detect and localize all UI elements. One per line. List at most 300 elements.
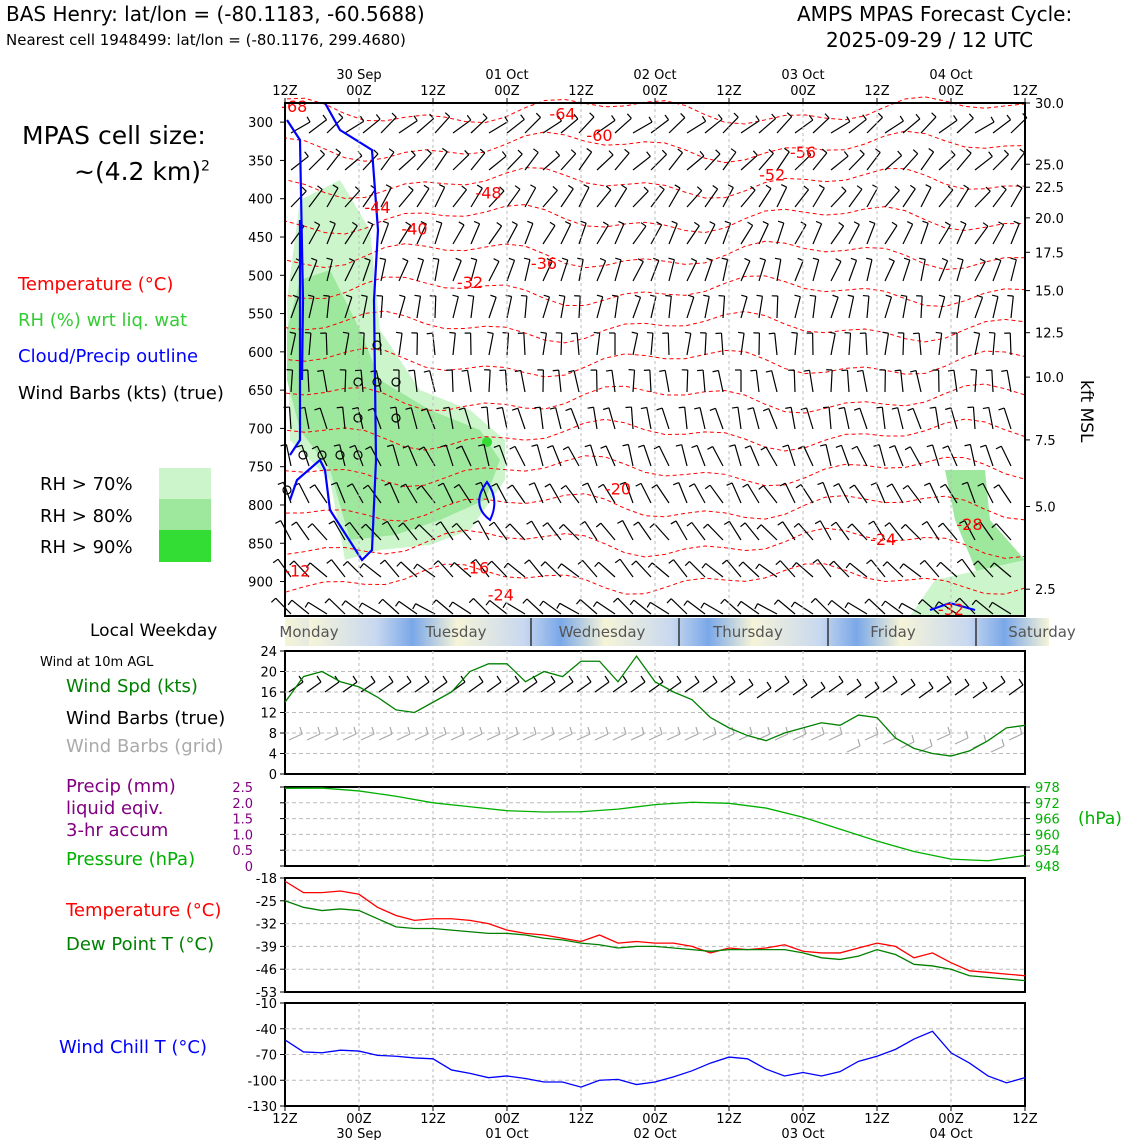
wind-barb-feather	[707, 447, 712, 450]
wind-barb	[732, 483, 741, 503]
time-tick-label-top: 12Z	[1012, 84, 1038, 99]
wind-barb-feather	[396, 601, 399, 606]
windchill-panel-ytick-label: -10	[255, 997, 277, 1012]
wind-barb	[543, 226, 555, 244]
wind-barb-feather	[468, 295, 474, 296]
wind-barb-feather	[692, 445, 698, 447]
wind-barb-feather	[846, 563, 850, 568]
wind-barb	[651, 333, 653, 355]
wind-barb-feather	[791, 332, 797, 333]
wind-barb-feather	[882, 601, 886, 606]
wind-barb	[957, 260, 963, 281]
wind-barb	[743, 562, 759, 577]
wind-barb-feather	[638, 445, 644, 447]
wind-barb	[687, 601, 705, 614]
wind-barb	[795, 602, 813, 614]
wind-barb-feather	[887, 484, 892, 487]
wind-barb-feather	[886, 295, 892, 297]
pressure-tick-label: 948	[1035, 860, 1060, 875]
wind-barb-feather	[848, 524, 852, 528]
wind10m-barb	[415, 682, 429, 692]
wind-barb	[435, 117, 450, 133]
temperature-label: -20	[604, 479, 632, 499]
wind-barb	[795, 120, 813, 133]
wind-barb	[471, 153, 485, 170]
wind-barb	[1011, 224, 1019, 244]
wind10m-barb	[937, 682, 951, 692]
wind-barb-feather	[883, 562, 887, 566]
wind-barb-feather	[587, 149, 592, 152]
wind-barb	[381, 223, 389, 244]
wind-barb-feather	[798, 258, 804, 260]
wind-barb	[543, 297, 549, 318]
wind-barb	[561, 224, 571, 244]
wind-barb-feather	[691, 259, 696, 262]
wind-barb	[657, 485, 669, 503]
wind-barb	[989, 407, 993, 429]
wind-barb-feather	[945, 222, 950, 225]
wind-barb-feather	[665, 115, 669, 120]
wind-barb-feather	[842, 187, 846, 191]
wind-barb-feather	[734, 113, 738, 117]
wind-barb	[687, 370, 688, 392]
wind-barb	[489, 297, 496, 318]
wind-barb-feather	[948, 370, 954, 371]
time-tick-label-top: 12Z	[420, 84, 446, 99]
wind-barb	[609, 408, 615, 429]
wind-barb	[525, 260, 530, 281]
wind-barb	[829, 407, 831, 429]
wind10m-barb	[559, 682, 573, 692]
wind10m-barb-feather	[947, 676, 951, 682]
wind-barb	[849, 154, 864, 170]
wind-barb-feather	[924, 483, 929, 486]
wind-barb	[473, 598, 489, 614]
wind-barb	[507, 119, 524, 133]
wind10m-barb-feather	[605, 676, 609, 682]
wind-barb-feather	[839, 407, 845, 408]
wind-barb-feather	[310, 485, 315, 488]
pressure-tick-label: 800	[248, 498, 273, 514]
wind-barb	[399, 333, 402, 355]
wind-barb-feather	[606, 186, 611, 190]
wind-barb-feather	[512, 408, 518, 410]
wind-barb-feather	[590, 113, 594, 117]
temperature-label: -32	[937, 599, 965, 619]
wind-barb-feather	[991, 117, 994, 122]
wind-barb-feather	[376, 114, 380, 119]
wind-barb	[939, 155, 955, 170]
wind-barb	[634, 600, 651, 614]
wind-barb-feather	[550, 408, 556, 409]
wind-barb-feather	[278, 482, 284, 484]
wind-barb-feather	[402, 258, 407, 260]
wind-barb-feather	[989, 152, 993, 157]
wind-barb	[970, 444, 975, 466]
wind-barb	[452, 370, 453, 392]
wind-barb-feather	[632, 561, 636, 565]
wind10m-grid-barb	[397, 734, 410, 740]
time-tick-label-bottom: 00Z	[642, 1112, 668, 1127]
wind-barb-feather	[305, 333, 311, 334]
wind-barb-feather	[863, 296, 869, 297]
wind-barb-feather	[705, 485, 710, 489]
wind-barb	[892, 484, 903, 503]
wind-barb-feather	[644, 187, 648, 191]
wind-barb-feather	[761, 447, 766, 450]
wind-barb-feather	[989, 333, 995, 334]
wind-barb	[823, 482, 831, 503]
wind-barb-feather	[390, 407, 396, 408]
wind-barb	[556, 408, 561, 429]
wind-barb	[345, 121, 364, 133]
wind-barb-feather	[901, 524, 905, 528]
wind-barb-feather	[656, 408, 662, 410]
wind-barb-feather	[848, 295, 854, 296]
wind-barb-feather	[922, 221, 928, 223]
wind-barb-feather	[818, 482, 824, 484]
wind-barb	[436, 600, 453, 614]
wind-barb-feather	[669, 258, 675, 259]
wind-barb-feather	[980, 445, 986, 447]
wind-barb-feather	[694, 408, 700, 409]
wind-barb-feather	[813, 258, 819, 260]
wind-barb	[860, 408, 867, 429]
wind-barb-feather	[414, 564, 418, 569]
weekday-label: Thursday	[713, 623, 783, 641]
pressure-tick-label: 500	[248, 269, 273, 285]
wind-barb-feather	[755, 604, 758, 609]
wind-barb	[597, 602, 615, 614]
forecast-cycle-date: 2025-09-29 / 12 UTC	[826, 28, 1034, 52]
wind-barb-feather	[561, 485, 566, 489]
wind-barb	[430, 371, 435, 392]
wind-barb	[882, 407, 885, 429]
wind-barb	[723, 117, 738, 133]
wind-barb	[759, 564, 777, 577]
wind-barb-feather	[722, 560, 727, 564]
wind10m-barb	[847, 685, 861, 695]
wind-barb	[951, 408, 957, 429]
wind-barb	[416, 604, 435, 614]
wind-barb-feather	[875, 149, 880, 153]
wind-barb	[943, 523, 957, 540]
wind-barb-feather	[939, 295, 945, 297]
wind-barb	[471, 224, 480, 244]
wind-barb-feather	[822, 149, 827, 153]
wind-barb-feather	[379, 599, 383, 603]
wind-barb	[525, 296, 527, 318]
wind-barb	[381, 152, 394, 170]
wind-barb	[993, 189, 1006, 207]
wind-barb	[652, 563, 669, 577]
wind-barb	[957, 153, 971, 170]
pressure-tick-label: 450	[248, 230, 273, 246]
wind-barb-feather	[598, 484, 603, 487]
wind-barb-feather	[647, 602, 650, 607]
wind10m-barb-feather	[371, 676, 375, 682]
wind-barb	[758, 604, 777, 614]
wind-barb	[939, 333, 942, 355]
wind-barb-feather	[936, 332, 942, 333]
wind-barb	[841, 445, 849, 466]
wind-barb-feather	[732, 407, 738, 408]
wind-barb	[705, 296, 709, 318]
pressure-tick-label: 300	[248, 116, 273, 132]
wind-barb-feather	[964, 185, 969, 188]
wind-barb-feather	[716, 150, 720, 154]
wind-barb-feather	[851, 258, 857, 260]
wind-barb-feather	[481, 407, 487, 408]
wind10m-grid-barb-feather	[966, 731, 968, 738]
wind-barb-feather	[951, 151, 955, 155]
wind-barb-feather	[738, 601, 741, 606]
wind10m-grid-barb	[361, 734, 374, 740]
wind-barb	[633, 122, 652, 133]
wind-barb	[849, 189, 862, 207]
wind-barb-feather	[903, 485, 908, 489]
wind-barb	[832, 600, 849, 614]
wind-barb-feather	[497, 407, 503, 408]
wind-barb	[999, 485, 1011, 503]
weekday-label: Wednesday	[558, 623, 646, 641]
wind-barb-feather	[678, 149, 683, 153]
wind-barb-feather	[618, 221, 623, 223]
precip-tick-label: 1.5	[232, 812, 253, 828]
wind-barb	[738, 407, 741, 429]
wind-barb-feather	[471, 258, 477, 260]
wind-barb-feather	[756, 116, 759, 121]
wind-barb-feather	[748, 222, 753, 225]
temp-panel-ytick-label: -18	[255, 872, 277, 887]
wind-barb	[783, 522, 795, 540]
wind-barb	[775, 333, 777, 355]
wind-barb	[497, 484, 507, 503]
wind-barb-feather	[679, 407, 685, 408]
wind-barb	[777, 296, 778, 318]
wind-barb	[489, 122, 508, 133]
date-label-top: 04 Oct	[929, 68, 973, 83]
wind-barb-feather	[578, 560, 583, 564]
wind-barb-feather	[609, 151, 613, 155]
wind-barb	[753, 408, 759, 429]
wind-barb-feather	[876, 407, 882, 408]
wind-barb-feather	[659, 186, 664, 190]
wind-barb-feather	[433, 258, 439, 259]
wind-barb	[453, 225, 464, 244]
windchill-panel-ytick-label: -130	[247, 1100, 277, 1115]
wind-barb-feather	[744, 258, 749, 260]
time-tick-label-top: 12Z	[716, 84, 742, 99]
wind-barb	[939, 120, 957, 133]
wind-barb-feather	[558, 564, 562, 569]
wind10m-barb-feather	[767, 682, 771, 688]
wind10m-grid-barb-feather	[912, 735, 914, 742]
wind-barb-feather	[386, 185, 391, 188]
wind-barb	[507, 260, 515, 281]
wind-barb-feather	[763, 222, 768, 225]
wind10m-barb	[487, 682, 501, 692]
temperature-label: -40	[401, 219, 428, 239]
legend-temperature: Temperature (°C)	[18, 274, 174, 295]
wind-barb-feather	[275, 521, 280, 524]
wind-barb-feather	[336, 149, 341, 153]
wind-barb	[650, 602, 669, 614]
time-tick-label-bottom: 00Z	[938, 1112, 964, 1127]
wind-barb	[327, 153, 341, 170]
wind10m-barb	[433, 682, 447, 692]
wind-barb-feather	[676, 445, 682, 446]
kft-tick-label: 25.0	[1035, 158, 1064, 174]
date-label-top: 03 Oct	[781, 68, 825, 83]
wind-barb	[831, 226, 844, 244]
wind-barb	[795, 190, 809, 207]
wind-barb-feather	[910, 371, 916, 372]
wind10m-barb-feather	[713, 676, 717, 682]
wind-barb	[799, 523, 813, 540]
wind10m-barb	[613, 682, 627, 692]
wind-barb-feather	[828, 600, 832, 605]
wind-barb	[759, 189, 771, 207]
wind10m-barb-feather	[623, 676, 627, 682]
wind-barb	[849, 296, 854, 318]
wind-barb-feather	[996, 446, 1001, 449]
wind-barb-feather	[766, 371, 772, 372]
wind-barb	[748, 484, 759, 503]
wind10m-barb	[991, 682, 1005, 692]
wind-barb	[885, 601, 903, 614]
wind-barb	[741, 297, 747, 318]
wind-barb-feather	[938, 523, 943, 527]
precip-tick-label: 0	[244, 860, 253, 875]
wind-barb-feather	[317, 186, 322, 190]
wind-barb-feather	[787, 113, 791, 117]
wind-barb	[521, 370, 525, 392]
legend-rh80: RH > 80%	[40, 506, 133, 527]
wind-barb	[673, 560, 687, 577]
rh90-spot	[482, 437, 492, 447]
wind-barb-feather	[453, 295, 459, 296]
wind-barb-feather	[459, 222, 464, 225]
time-tick-label-top: 00Z	[494, 84, 520, 99]
wind-barb	[489, 226, 502, 244]
wind10m-grid-barb	[595, 734, 608, 740]
wind-barb	[756, 370, 759, 392]
wind-barb	[363, 154, 378, 170]
wind10m-grid-barb-feather	[660, 727, 662, 734]
wind-barb-feather	[648, 563, 652, 568]
wind-barb-feather	[706, 258, 712, 260]
wind-barb	[502, 407, 507, 429]
wind-barb-feather	[647, 152, 651, 157]
wind-barb	[668, 333, 669, 355]
wind10m-grid-barb	[703, 734, 716, 740]
wind-barb-feather	[329, 521, 334, 524]
wind-barb	[795, 261, 803, 281]
wind-barb	[669, 224, 677, 244]
wind-barb-feather	[494, 259, 499, 262]
wind-barb	[957, 296, 960, 318]
wind-barb	[831, 191, 846, 207]
temp-panel-ytick-label: -39	[255, 940, 277, 956]
wind-barb-feather	[778, 221, 784, 223]
wind-barb	[671, 599, 687, 614]
wind-barb	[975, 370, 977, 392]
wind-barb	[679, 483, 687, 503]
wind-barb	[831, 333, 835, 355]
wind10m-grid-barb	[937, 734, 950, 740]
wind-barb-feather	[483, 114, 487, 118]
wind10m-grid-barb	[847, 746, 860, 752]
wind-barb	[478, 521, 489, 540]
wind-barb-feather	[892, 222, 897, 225]
wind-barb-feather	[617, 521, 622, 524]
wind-barb	[885, 261, 894, 281]
wind-barb	[903, 260, 910, 281]
wind-barb	[887, 562, 903, 577]
wind-barb-feather	[932, 113, 936, 117]
wind-barb-feather	[641, 223, 646, 227]
wind-barb	[597, 225, 608, 244]
wind-barb-feather	[940, 484, 945, 487]
wind-barb	[381, 117, 396, 133]
wind-barb-feather	[474, 221, 480, 223]
wind-barb-feather	[791, 602, 794, 607]
wind10m-barb-feather	[731, 676, 735, 682]
pressure-tick-label: 400	[248, 192, 273, 208]
wind-barb-feather	[323, 115, 327, 120]
wind-barb	[347, 561, 363, 577]
wind10m-grid-barb	[865, 734, 878, 740]
time-tick-label-top: 12Z	[568, 84, 594, 99]
legend-rh90: RH > 90%	[40, 537, 133, 558]
wind-panel-ytick-label: 16	[260, 686, 277, 701]
wind-barb	[867, 296, 869, 318]
wind10m-barb-feather	[497, 676, 501, 682]
wind-barb-feather	[829, 561, 833, 565]
wind-barb-feather	[829, 332, 835, 333]
wind-barb	[597, 155, 613, 170]
wind-barb-feather	[497, 223, 502, 226]
wind-barb	[612, 370, 615, 392]
wind-barb-feather	[757, 525, 761, 529]
wind-barb	[383, 599, 399, 614]
temperature-label: -36	[530, 253, 558, 273]
wind10m-barb	[883, 682, 897, 692]
wind10m-grid-barb	[667, 734, 680, 740]
wind-barb	[831, 370, 832, 392]
wind-barb-feather	[408, 370, 414, 371]
kft-tick-label: 2.5	[1035, 583, 1056, 599]
wind10m-barb	[361, 682, 375, 692]
wind-barb-feather	[449, 332, 455, 333]
wind-barb	[785, 483, 795, 503]
wind-barb-feather	[418, 258, 424, 260]
wind-barb-feather	[534, 407, 540, 408]
wind-barb-feather	[633, 522, 638, 525]
wind-barb	[948, 446, 957, 466]
wind10m-barb-feather	[749, 679, 753, 685]
wind-barb	[435, 223, 442, 244]
wind-barb-feather	[521, 296, 527, 297]
wind-barb-feather	[439, 185, 444, 188]
wind10m-grid-barb	[1009, 734, 1022, 740]
wind-barb	[941, 562, 957, 577]
wind-barb-feather	[502, 151, 506, 156]
wind10m-barb	[775, 682, 789, 692]
wind-barb	[510, 524, 525, 540]
wind-barb-feather	[360, 563, 364, 568]
